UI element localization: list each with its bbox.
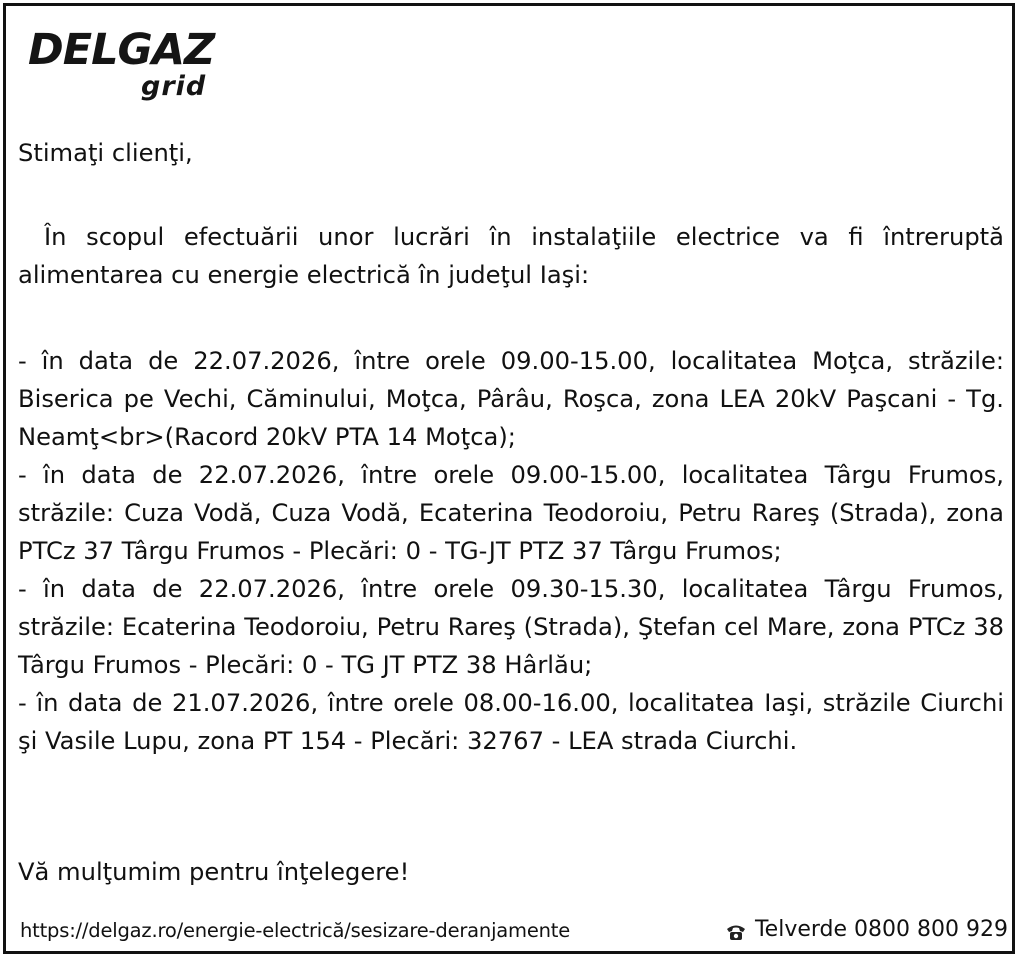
list-item: - în data de 21.07.2026, între orele 08.00-16.00, localitatea Iaşi, străzile Ciurchi şi Vasile Lupu, zona PT 154 - Plecări: 32767 - LEA strada Ciurchi. — [18, 689, 1004, 755]
delgaz-grid-logo — [28, 26, 228, 106]
footer-phone — [725, 916, 1008, 944]
list-item: - în data de 22.07.2026, între orele 09.00-15.00, localitatea Moţca, străzile: Biserica pe Vechi, Căminului, Moţca, Pârâu, Roşca, zona LEA 20kV Paşcani - Tg. Neamţ<br>(Racord 20kV PTA 14 Moţca); — [18, 347, 1004, 451]
list-item: - în data de 22.07.2026, între orele 09.30-15.30, localitatea Târgu Frumos, străzile: Ecaterina Teodoroiu, Petru Rareş (Strada), Ştefan cel Mare, zona PTCz 38 Târgu Frumos - Plecări: 0 - TG JT PTZ 38 Hârlău; — [18, 575, 1004, 679]
logo-main-text: DELGAZ — [28, 25, 215, 75]
intro-text: În scopul efectuării unor lucrări în instalaţiile electrice va fi întreruptă alimentarea cu energie electrică în judeţul Iaşi: — [18, 223, 1004, 289]
phone-number: Telverde 0800 800 929 — [754, 917, 1008, 942]
list-item: - în data de 22.07.2026, între orele 09.00-15.00, localitatea Târgu Frumos, străzile: Cuza Vodă, Cuza Vodă, Ecaterina Teodoroiu, Petru Rareş (Strada), zona PTCz 37 Târgu Frumos - Plecări: 0 - TG-JT PTZ 37 Târgu Frumos; — [18, 461, 1004, 565]
closing-text: Vă mulţumim pentru înţelegere! — [18, 858, 410, 886]
telephone-icon — [725, 921, 747, 939]
logo-sub-text: grid — [141, 71, 207, 102]
outage-list — [18, 342, 1004, 760]
intro-paragraph — [18, 218, 1004, 294]
footer-url-link[interactable]: https://delgaz.ro/energie-electrică/sesizare-deranjamente — [20, 919, 571, 942]
greeting: Stimaţi clienţi, — [18, 139, 193, 167]
